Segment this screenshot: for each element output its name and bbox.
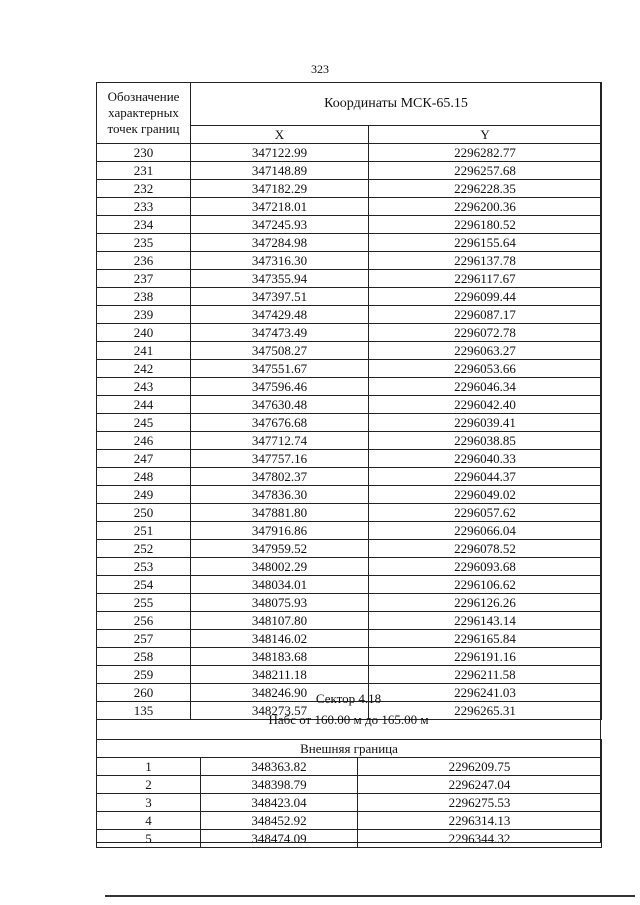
x-coordinate-cell: 348107.80 [191, 612, 369, 630]
x-coordinate-cell: 347959.52 [191, 540, 369, 558]
x-coordinate-cell: 347596.46 [191, 378, 369, 396]
y-coordinate-cell: 2296282.77 [369, 144, 602, 162]
point-id-cell: 239 [97, 306, 191, 324]
y-coordinate-cell: 2296126.26 [369, 594, 602, 612]
point-id-cell: 242 [97, 360, 191, 378]
y-coordinate-cell: 2296155.64 [369, 234, 602, 252]
point-id-cell: 256 [97, 612, 191, 630]
point-id-cell: 255 [97, 594, 191, 612]
header-coordinates: Координаты МСК-65.15 [191, 83, 602, 126]
point-id-cell: 3 [97, 794, 201, 812]
header-point-label: Обозначение характерных точек границ [97, 83, 191, 144]
point-id-cell: 250 [97, 504, 191, 522]
x-coordinate-cell: 347802.37 [191, 468, 369, 486]
point-id-cell: 241 [97, 342, 191, 360]
x-coordinate-cell: 348246.90 [191, 684, 369, 702]
page-edge-line [105, 895, 635, 897]
table-frame [96, 82, 601, 843]
x-coordinate-cell: 347245.93 [191, 216, 369, 234]
x-coordinate-cell: 347122.99 [191, 144, 369, 162]
point-id-cell: 253 [97, 558, 191, 576]
point-id-cell: 233 [97, 198, 191, 216]
y-coordinate-cell: 2296044.37 [369, 468, 602, 486]
point-id-cell: 252 [97, 540, 191, 558]
x-coordinate-cell: 348002.29 [191, 558, 369, 576]
header-x: X [191, 125, 369, 143]
point-id-cell: 230 [97, 144, 191, 162]
y-coordinate-cell: 2296211.58 [369, 666, 602, 684]
x-coordinate-cell: 347316.30 [191, 252, 369, 270]
y-coordinate-cell: 2296057.62 [369, 504, 602, 522]
point-id-cell: 240 [97, 324, 191, 342]
point-id-cell: 246 [97, 432, 191, 450]
x-coordinate-cell: 347551.67 [191, 360, 369, 378]
point-id-cell: 243 [97, 378, 191, 396]
y-coordinate-cell: 2296046.34 [369, 378, 602, 396]
y-coordinate-cell: 2296106.62 [369, 576, 602, 594]
point-id-cell: 251 [97, 522, 191, 540]
x-coordinate-cell: 348452.92 [201, 812, 358, 830]
point-id-cell: 257 [97, 630, 191, 648]
y-coordinate-cell: 2296143.14 [369, 612, 602, 630]
y-coordinate-cell: 2296117.67 [369, 270, 602, 288]
x-coordinate-cell: 347916.86 [191, 522, 369, 540]
y-coordinate-cell: 2296072.78 [369, 324, 602, 342]
point-id-cell: 238 [97, 288, 191, 306]
x-coordinate-cell: 347712.74 [191, 432, 369, 450]
y-coordinate-cell: 2296191.16 [369, 648, 602, 666]
y-coordinate-cell: 2296228.35 [369, 180, 602, 198]
point-id-cell: 237 [97, 270, 191, 288]
point-id-cell: 236 [97, 252, 191, 270]
x-coordinate-cell: 347397.51 [191, 288, 369, 306]
point-id-cell: 234 [97, 216, 191, 234]
x-coordinate-cell: 348075.93 [191, 594, 369, 612]
y-coordinate-cell: 2296040.33 [369, 450, 602, 468]
y-coordinate-cell: 2296049.02 [369, 486, 602, 504]
x-coordinate-cell: 347473.49 [191, 324, 369, 342]
sector-height-range: Набс от 160.00 м до 165.00 м [268, 712, 429, 727]
point-id-cell: 247 [97, 450, 191, 468]
page-number: 323 [311, 62, 329, 76]
x-coordinate-cell: 347284.98 [191, 234, 369, 252]
point-id-cell: 4 [97, 812, 201, 830]
point-id-cell: 231 [97, 162, 191, 180]
y-coordinate-cell: 2296257.68 [369, 162, 602, 180]
y-coordinate-cell: 2296063.27 [369, 342, 602, 360]
x-coordinate-cell: 347881.80 [191, 504, 369, 522]
x-coordinate-cell: 348211.18 [191, 666, 369, 684]
y-coordinate-cell: 2296099.44 [369, 288, 602, 306]
y-coordinate-cell: 2296241.03 [369, 684, 602, 702]
y-coordinate-cell: 2296209.75 [358, 758, 602, 776]
y-coordinate-cell: 2296165.84 [369, 630, 602, 648]
x-coordinate-cell: 348273.57 [191, 702, 369, 720]
point-id-cell: 245 [97, 414, 191, 432]
point-id-cell: 5 [97, 830, 201, 848]
y-coordinate-cell: 2296087.17 [369, 306, 602, 324]
y-coordinate-cell: 2296275.53 [358, 794, 602, 812]
x-coordinate-cell: 347218.01 [191, 198, 369, 216]
y-coordinate-cell: 2296137.78 [369, 252, 602, 270]
y-coordinate-cell: 2296344.32 [358, 830, 602, 848]
x-coordinate-cell: 347355.94 [191, 270, 369, 288]
x-coordinate-cell: 347148.89 [191, 162, 369, 180]
point-id-cell: 244 [97, 396, 191, 414]
sector-title: Сектор 4.18 [315, 691, 382, 706]
point-id-cell: 232 [97, 180, 191, 198]
x-coordinate-cell: 347429.48 [191, 306, 369, 324]
point-id-cell: 2 [97, 776, 201, 794]
y-coordinate-cell: 2296093.68 [369, 558, 602, 576]
point-id-cell: 248 [97, 468, 191, 486]
x-coordinate-cell: 347182.29 [191, 180, 369, 198]
y-coordinate-cell: 2296078.52 [369, 540, 602, 558]
y-coordinate-cell: 2296314.13 [358, 812, 602, 830]
y-coordinate-cell: 2296265.31 [369, 702, 602, 720]
x-coordinate-cell: 347630.48 [191, 396, 369, 414]
point-id-cell: 259 [97, 666, 191, 684]
x-coordinate-cell: 347676.68 [191, 414, 369, 432]
x-coordinate-cell: 348398.79 [201, 776, 358, 794]
outer-boundary-label: Внешняя граница [97, 740, 602, 758]
point-id-cell: 254 [97, 576, 191, 594]
x-coordinate-cell: 348034.01 [191, 576, 369, 594]
point-id-cell: 258 [97, 648, 191, 666]
x-coordinate-cell: 347836.30 [191, 486, 369, 504]
y-coordinate-cell: 2296039.41 [369, 414, 602, 432]
y-coordinate-cell: 2296180.52 [369, 216, 602, 234]
point-id-cell: 135 [97, 702, 191, 720]
point-id-cell: 235 [97, 234, 191, 252]
x-coordinate-cell: 348183.68 [191, 648, 369, 666]
x-coordinate-cell: 348146.02 [191, 630, 369, 648]
y-coordinate-cell: 2296053.66 [369, 360, 602, 378]
y-coordinate-cell: 2296066.04 [369, 522, 602, 540]
x-coordinate-cell: 348363.82 [201, 758, 358, 776]
y-coordinate-cell: 2296042.40 [369, 396, 602, 414]
point-id-cell: 249 [97, 486, 191, 504]
x-coordinate-cell: 347757.16 [191, 450, 369, 468]
point-id-cell: 260 [97, 684, 191, 702]
x-coordinate-cell: 348474.09 [201, 830, 358, 848]
x-coordinate-cell: 347508.27 [191, 342, 369, 360]
y-coordinate-cell: 2296038.85 [369, 432, 602, 450]
x-coordinate-cell: 348423.04 [201, 794, 358, 812]
header-y: Y [369, 125, 602, 143]
point-id-cell: 1 [97, 758, 201, 776]
y-coordinate-cell: 2296200.36 [369, 198, 602, 216]
y-coordinate-cell: 2296247.04 [358, 776, 602, 794]
